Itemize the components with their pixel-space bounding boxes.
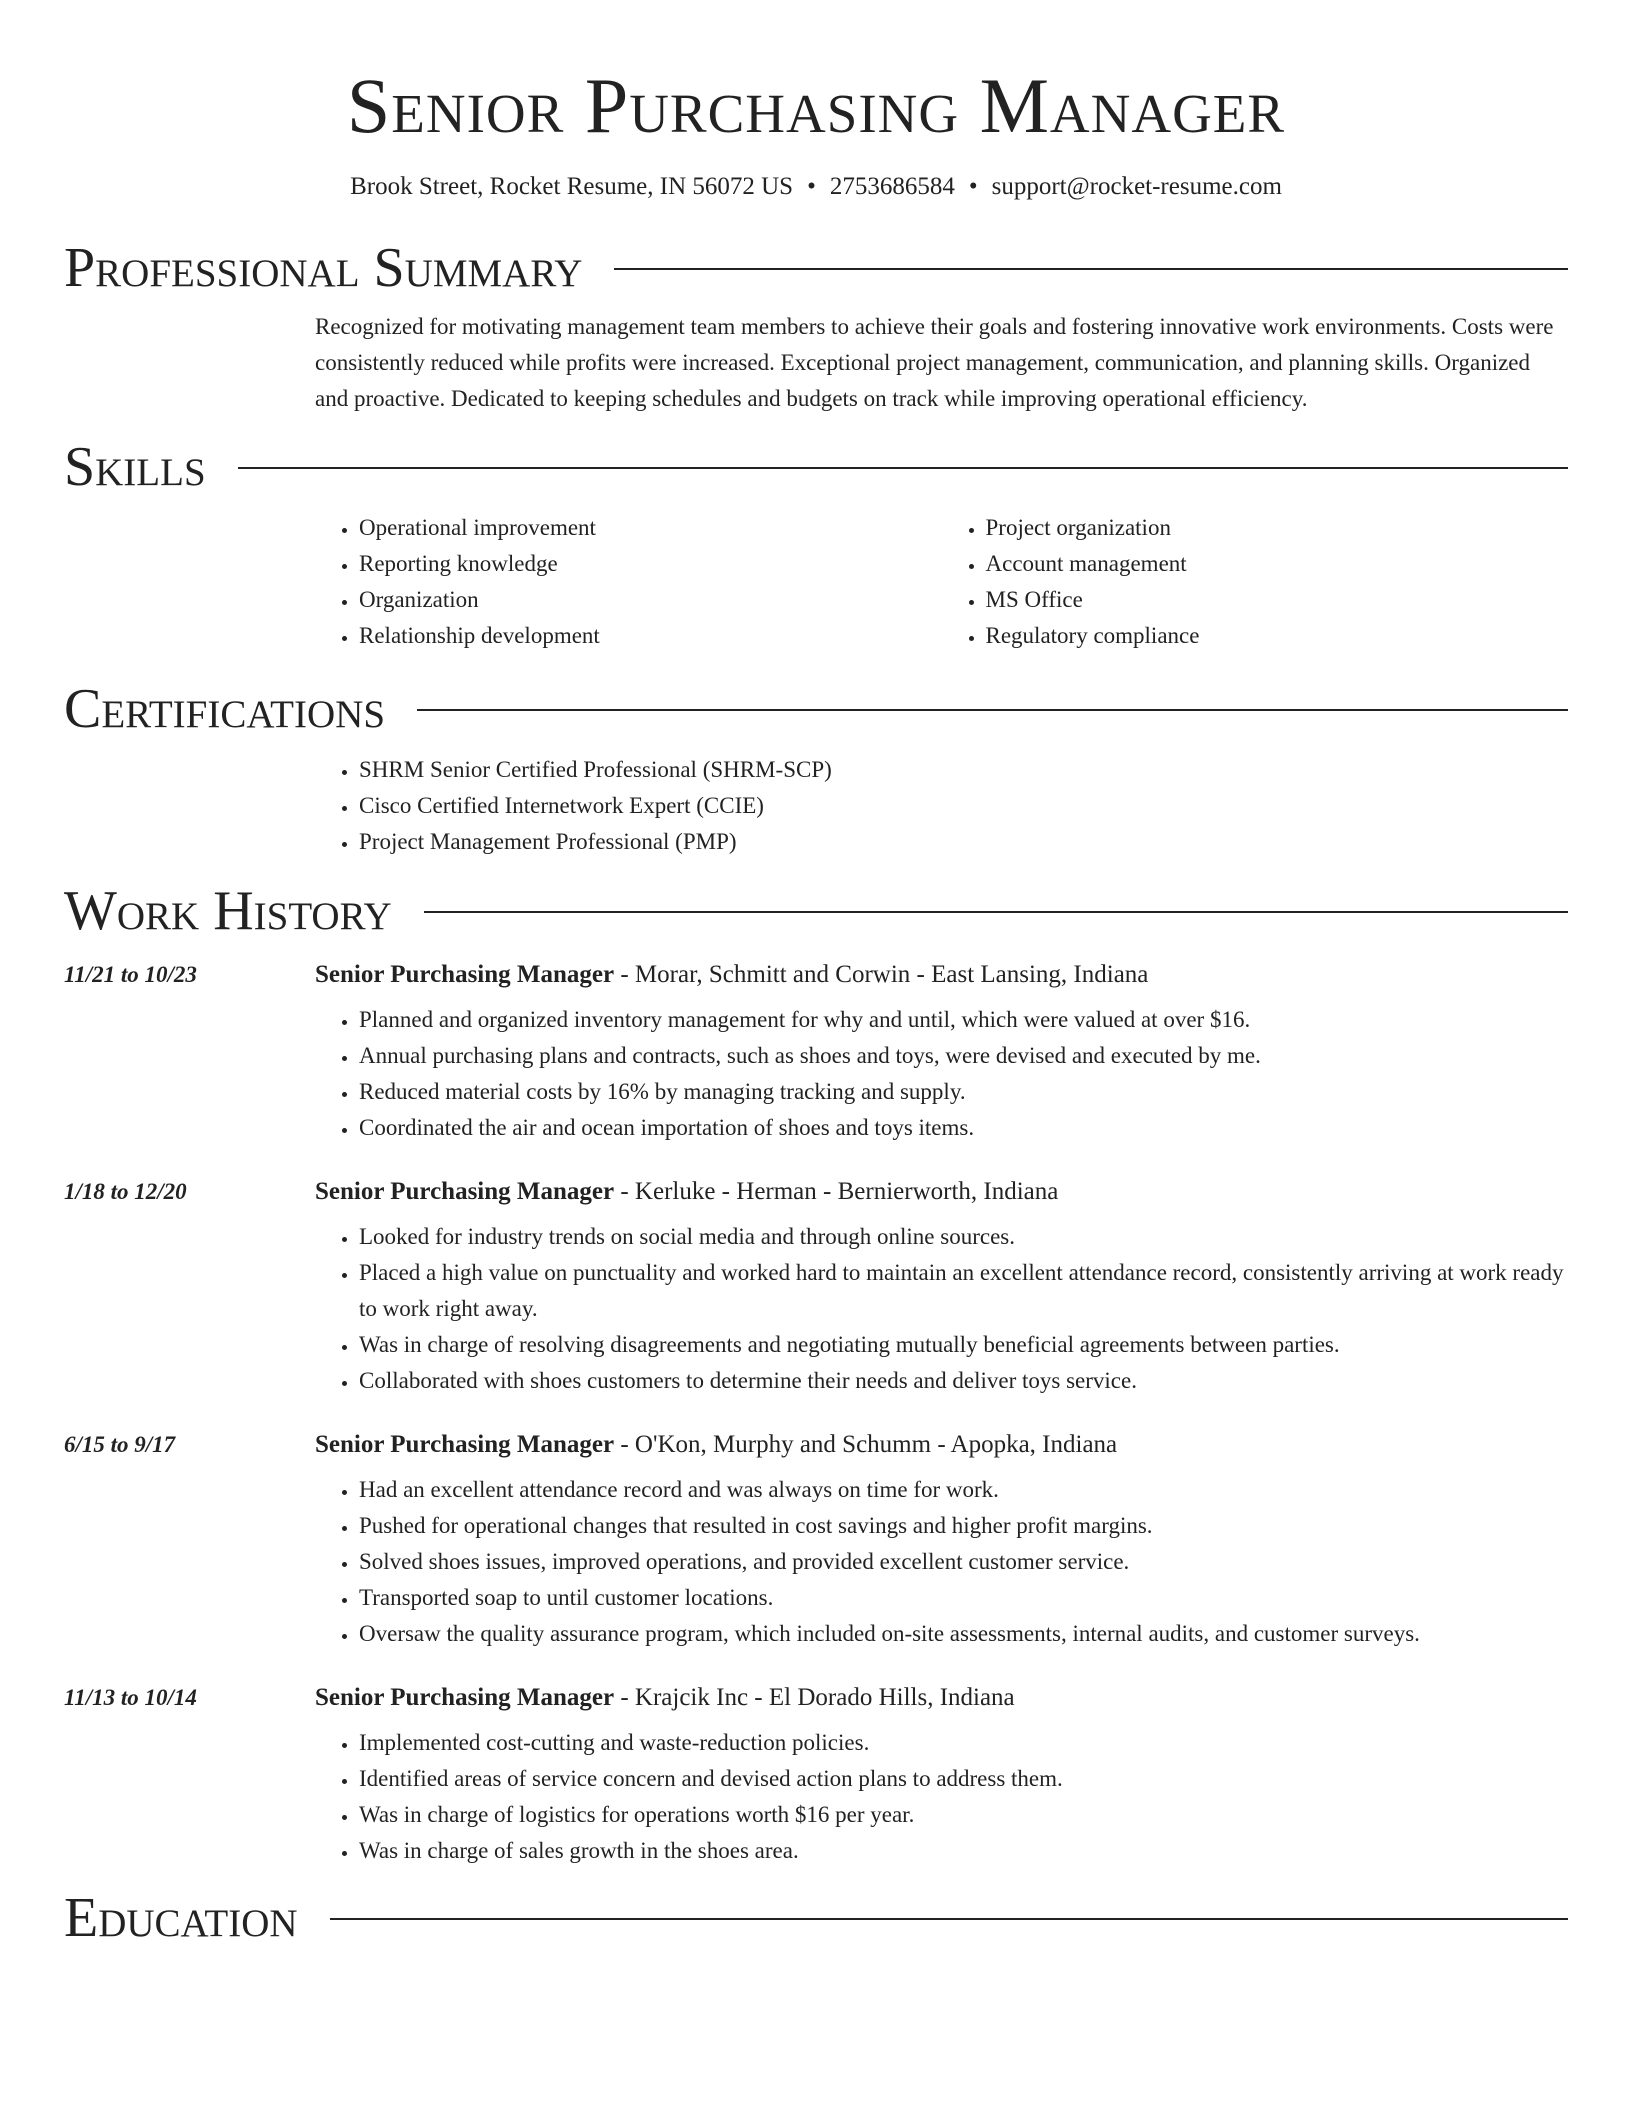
job-header <box>64 960 1568 990</box>
summary-heading: Professional Summary <box>64 237 583 299</box>
work-history-heading: Work History <box>64 880 392 942</box>
job-bullets <box>315 1002 1568 1146</box>
job-dates: 1/18 to 12/20 <box>64 1179 187 1204</box>
resume-name: Senior Purchasing Manager <box>346 62 1286 149</box>
job-bullet: • Coordinated the air and ocean importation of shoes and toys items. <box>359 1110 1568 1146</box>
education-section-header <box>64 1885 1568 1951</box>
skills-column-left <box>315 510 942 654</box>
contact-phone: 2753686584 <box>829 173 955 200</box>
section-divider <box>417 709 1568 711</box>
job-title: Senior Purchasing Manager <box>315 1178 615 1205</box>
job-entry <box>64 1177 1568 1399</box>
job-bullet: • Annual purchasing plans and contracts, such as shoes and toys, were devised and executed by me. <box>359 1038 1568 1074</box>
skill-item: • Organization <box>359 582 942 618</box>
job-bullet: • Solved shoes issues, improved operations, and provided excellent customer service. <box>359 1544 1568 1580</box>
contact-separator: • <box>807 173 816 200</box>
job-bullet: • Was in charge of logistics for operations worth $16 per year. <box>359 1797 1568 1833</box>
job-title: Senior Purchasing Manager <box>315 1684 615 1711</box>
job-title-line <box>315 1683 1015 1713</box>
contact-email: support@rocket-resume.com <box>991 173 1282 200</box>
skills-list <box>315 510 1568 654</box>
skill-item: • Relationship development <box>359 618 942 654</box>
certifications-heading: Certifications <box>64 678 386 740</box>
job-entry <box>64 960 1568 1146</box>
job-dates: 6/15 to 9/17 <box>64 1432 176 1457</box>
job-bullets <box>315 1472 1568 1652</box>
contact-address: Brook Street, Rocket Resume, IN 56072 US <box>350 173 794 200</box>
job-entry <box>64 1683 1568 1869</box>
job-bullets <box>315 1219 1568 1399</box>
job-header <box>64 1430 1568 1460</box>
job-title-line <box>315 960 1148 990</box>
certifications-section-header <box>64 676 1568 742</box>
skill-item: • Project organization <box>986 510 1569 546</box>
certification-item: • Project Management Professional (PMP) <box>359 824 1568 860</box>
job-bullet: • Reduced material costs by 16% by managing tracking and supply. <box>359 1074 1568 1110</box>
job-title-line <box>315 1430 1117 1460</box>
certification-item: • SHRM Senior Certified Professional (SHRM-SCP) <box>359 752 1568 788</box>
job-title-line <box>315 1177 1058 1207</box>
job-employer: - Krajcik Inc - El Dorado Hills, Indiana <box>614 1684 1015 1711</box>
summary-text: Recognized for motivating management team members to achieve their goals and fostering innovative work environments. Costs were consistently reduced while profits were increased. Exceptional project management, communication, and planning skills. Organized and proactive. Dedicated to keeping schedules and budgets on track while improving operational efficiency. <box>315 314 1554 411</box>
work-history-section-header <box>64 878 1568 944</box>
job-bullet: • Transported soap to until customer locations. <box>359 1580 1568 1616</box>
skills-section-header <box>64 434 1568 500</box>
education-heading: Education <box>64 1887 298 1949</box>
skill-item: • Regulatory compliance <box>986 618 1569 654</box>
skill-item: • Operational improvement <box>359 510 942 546</box>
job-bullet: • Implemented cost-cutting and waste-reduction policies. <box>359 1725 1568 1761</box>
job-bullet: • Was in charge of resolving disagreements and negotiating mutually beneficial agreements between parties. <box>359 1327 1568 1363</box>
skills-heading: Skills <box>64 436 206 498</box>
job-bullet: • Identified areas of service concern and devised action plans to address them. <box>359 1761 1568 1797</box>
certification-item: • Cisco Certified Internetwork Expert (CCIE) <box>359 788 1568 824</box>
section-divider <box>330 1918 1568 1920</box>
job-employer: - Morar, Schmitt and Corwin - East Lansing, Indiana <box>614 961 1149 988</box>
job-header <box>64 1683 1568 1713</box>
job-bullet: • Collaborated with shoes customers to determine their needs and deliver toys service. <box>359 1363 1568 1399</box>
job-bullet: • Placed a high value on punctuality and worked hard to maintain an excellent attendance record, consistently arriving at work ready to work right away. <box>359 1255 1568 1327</box>
skill-item: • Reporting knowledge <box>359 546 942 582</box>
job-dates: 11/13 to 10/14 <box>64 1685 197 1710</box>
job-bullet: • Pushed for operational changes that resulted in cost savings and higher profit margins. <box>359 1508 1568 1544</box>
job-bullet: • Had an excellent attendance record and was always on time for work. <box>359 1472 1568 1508</box>
job-bullet: • Planned and organized inventory management for why and until, which were valued at over $16. <box>359 1002 1568 1038</box>
certifications-list <box>315 752 1568 860</box>
section-divider <box>614 268 1568 270</box>
skills-column-right <box>942 510 1569 654</box>
job-employer: - O'Kon, Murphy and Schumm - Apopka, Indiana <box>614 1431 1118 1458</box>
skill-item: • Account management <box>986 546 1569 582</box>
job-dates: 11/21 to 10/23 <box>64 962 197 987</box>
section-divider <box>238 467 1568 469</box>
job-title: Senior Purchasing Manager <box>315 1431 615 1458</box>
job-employer: - Kerluke - Herman - Bernierworth, Indiana <box>614 1178 1059 1205</box>
job-title: Senior Purchasing Manager <box>315 961 615 988</box>
job-entry <box>64 1430 1568 1652</box>
job-bullet: • Was in charge of sales growth in the shoes area. <box>359 1833 1568 1869</box>
job-bullets <box>315 1725 1568 1869</box>
job-header <box>64 1177 1568 1207</box>
job-bullet: • Looked for industry trends on social media and through online sources. <box>359 1219 1568 1255</box>
section-divider <box>424 911 1568 913</box>
contact-separator: • <box>968 173 978 200</box>
summary-section-header <box>64 235 1568 301</box>
skill-item: • MS Office <box>986 582 1569 618</box>
job-bullet: • Oversaw the quality assurance program, which included on-site assessments, internal audits, and customer surveys. <box>359 1616 1568 1652</box>
contact-line <box>64 172 1568 202</box>
